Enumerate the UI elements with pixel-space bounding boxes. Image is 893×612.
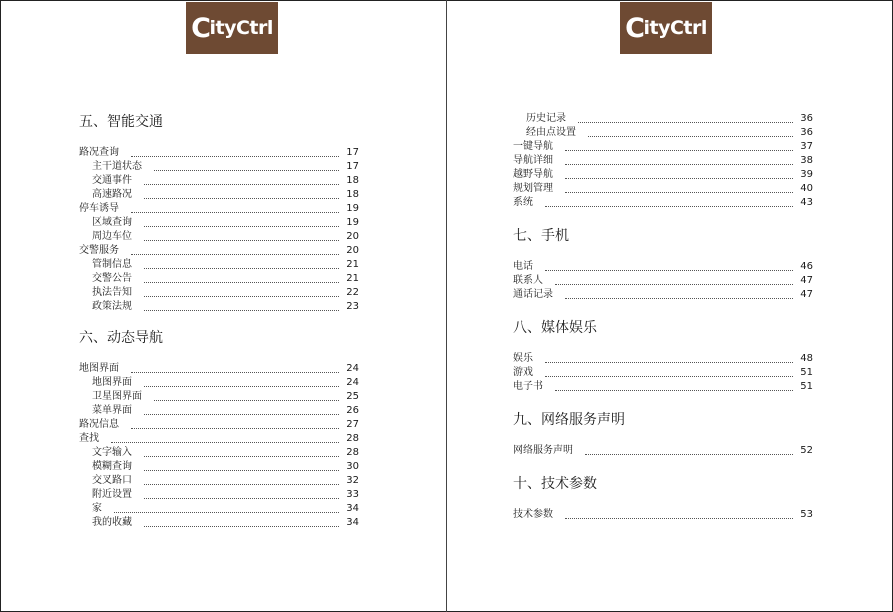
toc-entry-label: 路况查询: [79, 147, 119, 158]
toc-entry[interactable]: [79, 230, 359, 244]
toc-entry[interactable]: [79, 160, 359, 174]
toc-entry-page: 25: [346, 391, 359, 402]
toc-entry-page: 18: [346, 189, 359, 200]
toc-entry[interactable]: [79, 146, 359, 160]
toc-entry-label: 模糊查询: [92, 461, 132, 472]
toc-entry-label: 附近设置: [92, 489, 132, 500]
dot-leader: [144, 414, 339, 415]
toc-entry[interactable]: [79, 244, 359, 258]
toc-entry-label: 越野导航: [513, 169, 553, 180]
dot-leader: [144, 184, 339, 185]
toc-entry-page: 17: [346, 161, 359, 172]
toc-entry[interactable]: [513, 508, 813, 522]
toc-entry[interactable]: [513, 112, 813, 126]
spacer: [79, 314, 359, 328]
toc-entry-page: 53: [800, 509, 813, 520]
dot-leader: [131, 212, 339, 213]
toc-entry-label: 高速路况: [92, 189, 132, 200]
dot-leader: [114, 512, 339, 513]
toc-entry-label: 地图界面: [92, 377, 132, 388]
cityctrl-logo-left: [186, 2, 278, 54]
toc-entry-page: 47: [800, 275, 813, 286]
toc-entry-label: 执法告知: [92, 287, 132, 298]
spacer: [79, 132, 359, 146]
toc-entry-page: 21: [346, 259, 359, 270]
spacer: [513, 210, 813, 226]
dot-leader: [144, 226, 339, 227]
toc-entry-label: 通话记录: [513, 289, 553, 300]
toc-entry[interactable]: [79, 488, 359, 502]
toc-entry[interactable]: [513, 366, 813, 380]
toc-entry[interactable]: [79, 390, 359, 404]
toc-entry-label: 路况信息: [79, 419, 119, 430]
toc-entry-label: 停车诱导: [79, 203, 119, 214]
toc-entry-page: 52: [800, 445, 813, 456]
toc-entry-page: 24: [346, 363, 359, 374]
toc-entry[interactable]: [79, 362, 359, 376]
dot-leader: [131, 372, 339, 373]
toc-entry[interactable]: [513, 168, 813, 182]
toc-entry[interactable]: [513, 140, 813, 154]
toc-entry[interactable]: [79, 460, 359, 474]
dot-leader: [555, 284, 793, 285]
toc-entry-label: 一键导航: [513, 141, 553, 152]
dot-leader: [545, 376, 793, 377]
cityctrl-logo-right: [620, 2, 712, 54]
toc-entry[interactable]: [79, 474, 359, 488]
toc-entry[interactable]: [513, 380, 813, 394]
toc-entry-page: 24: [346, 377, 359, 388]
toc-entry[interactable]: [79, 376, 359, 390]
spacer: [513, 246, 813, 260]
toc-entry[interactable]: [79, 216, 359, 230]
section-heading: 七、手机: [513, 228, 569, 244]
toc-entry[interactable]: [79, 516, 359, 530]
toc-entry-page: 36: [800, 113, 813, 124]
toc-entry-page: 19: [346, 217, 359, 228]
toc-entry-label: 卫星图界面: [92, 391, 142, 402]
toc-entry-page: 30: [346, 461, 359, 472]
toc-entry-label: 地图界面: [79, 363, 119, 374]
toc-entry-label: 文字输入: [92, 447, 132, 458]
toc-entry-page: 28: [346, 447, 359, 458]
toc-entry-label: 政策法规: [92, 301, 132, 312]
toc-entry-label: 电子书: [513, 381, 543, 392]
dot-leader: [585, 454, 793, 455]
spacer: [513, 430, 813, 444]
dot-leader: [131, 156, 339, 157]
toc-entry[interactable]: [513, 352, 813, 366]
spacer: [513, 458, 813, 474]
dot-leader: [545, 362, 793, 363]
toc-entry[interactable]: [79, 174, 359, 188]
dot-leader: [144, 526, 339, 527]
toc-entry-page: 18: [346, 175, 359, 186]
toc-entry[interactable]: [79, 502, 359, 516]
dot-leader: [144, 456, 339, 457]
dot-leader: [144, 498, 339, 499]
section-heading: 十、技术参数: [513, 476, 597, 492]
dot-leader: [154, 170, 339, 171]
toc-entry-label: 交叉路口: [92, 475, 132, 486]
toc-entry[interactable]: [513, 260, 813, 274]
toc-entry-label: 系统: [513, 197, 533, 208]
toc-entry[interactable]: [513, 126, 813, 140]
toc-entry-page: 48: [800, 353, 813, 364]
toc-entry-page: 43: [800, 197, 813, 208]
toc-entry-page: 40: [800, 183, 813, 194]
toc-entry-label: 主干道状态: [92, 161, 142, 172]
toc-entry-label: 娱乐: [513, 353, 533, 364]
toc-entry-label: 历史记录: [526, 113, 566, 124]
toc-entry[interactable]: [79, 202, 359, 216]
toc-entry[interactable]: [79, 272, 359, 286]
dot-leader: [565, 518, 793, 519]
toc-entry-page: 20: [346, 245, 359, 256]
logo-text: ityCtrl: [643, 17, 707, 39]
toc-entry-page: 17: [346, 147, 359, 158]
toc-entry-page: 23: [346, 301, 359, 312]
section-heading: 八、媒体娱乐: [513, 320, 597, 336]
dot-leader: [578, 122, 793, 123]
dot-leader: [565, 192, 793, 193]
toc-entry[interactable]: [79, 258, 359, 272]
dot-leader: [144, 470, 339, 471]
toc-entry-page: 26: [346, 405, 359, 416]
spacer: [79, 348, 359, 362]
toc-entry-label: 家: [92, 503, 102, 514]
toc-entry-page: 47: [800, 289, 813, 300]
dot-leader: [144, 296, 339, 297]
dot-leader: [565, 164, 793, 165]
toc-entry-label: 规划管理: [513, 183, 553, 194]
toc-entry-page: 22: [346, 287, 359, 298]
page-spine: [446, 0, 447, 612]
toc-entry-page: 39: [800, 169, 813, 180]
dot-leader: [555, 390, 793, 391]
dot-leader: [131, 254, 339, 255]
logo-text: ityCtrl: [209, 17, 273, 39]
toc-entry-page: 33: [346, 489, 359, 500]
toc-entry-page: 19: [346, 203, 359, 214]
spacer: [513, 338, 813, 352]
dot-leader: [111, 442, 339, 443]
toc-right-page: [513, 112, 813, 522]
dot-leader: [144, 282, 339, 283]
toc-entry-page: 51: [800, 367, 813, 378]
toc-entry-page: 36: [800, 127, 813, 138]
toc-entry-label: 查找: [79, 433, 99, 444]
toc-entry[interactable]: [513, 196, 813, 210]
toc-entry-label: 管制信息: [92, 259, 132, 270]
toc-entry-page: 34: [346, 503, 359, 514]
toc-entry[interactable]: [79, 446, 359, 460]
dot-leader: [545, 206, 793, 207]
logo-letter-c: C: [191, 12, 211, 44]
toc-entry[interactable]: [79, 286, 359, 300]
toc-entry[interactable]: [513, 288, 813, 302]
toc-entry[interactable]: [79, 432, 359, 446]
toc-entry[interactable]: [513, 154, 813, 168]
section-heading: 五、智能交通: [79, 114, 163, 130]
toc-entry-page: 21: [346, 273, 359, 284]
toc-entry-page: 38: [800, 155, 813, 166]
spacer: [513, 302, 813, 318]
toc-entry-page: 46: [800, 261, 813, 272]
dot-leader: [144, 310, 339, 311]
toc-entry-label: 网络服务声明: [513, 445, 573, 456]
dot-leader: [154, 400, 339, 401]
dot-leader: [565, 150, 793, 151]
toc-entry-page: 51: [800, 381, 813, 392]
toc-left-page: [79, 112, 359, 530]
toc-entry[interactable]: [79, 404, 359, 418]
dot-leader: [545, 270, 793, 271]
toc-entry[interactable]: [79, 188, 359, 202]
toc-entry-label: 经由点设置: [526, 127, 576, 138]
toc-entry-label: 我的收藏: [92, 517, 132, 528]
section-heading: 九、网络服务声明: [513, 412, 625, 428]
toc-entry[interactable]: [513, 444, 813, 458]
section-heading: 六、动态导航: [79, 330, 163, 346]
toc-entry-label: 技术参数: [513, 509, 553, 520]
dot-leader: [565, 178, 793, 179]
logo-letter-c: C: [625, 12, 645, 44]
dot-leader: [565, 298, 793, 299]
toc-entry-label: 联系人: [513, 275, 543, 286]
dot-leader: [144, 386, 339, 387]
toc-entry[interactable]: [513, 274, 813, 288]
toc-entry-page: 32: [346, 475, 359, 486]
toc-entry-label: 菜单界面: [92, 405, 132, 416]
dot-leader: [144, 268, 339, 269]
toc-entry-page: 27: [346, 419, 359, 430]
toc-entry-page: 20: [346, 231, 359, 242]
toc-entry-page: 34: [346, 517, 359, 528]
spacer: [513, 394, 813, 410]
toc-entry-label: 交警公告: [92, 273, 132, 284]
toc-entry-label: 交通事件: [92, 175, 132, 186]
dot-leader: [588, 136, 793, 137]
dot-leader: [144, 198, 339, 199]
toc-entry-label: 导航详细: [513, 155, 553, 166]
toc-entry[interactable]: [79, 418, 359, 432]
toc-entry-label: 交警服务: [79, 245, 119, 256]
spacer: [513, 494, 813, 508]
toc-entry-label: 周边车位: [92, 231, 132, 242]
toc-entry-label: 游戏: [513, 367, 533, 378]
toc-entry-label: 区域查询: [92, 217, 132, 228]
dot-leader: [144, 240, 339, 241]
toc-entry[interactable]: [513, 182, 813, 196]
dot-leader: [131, 428, 339, 429]
toc-entry[interactable]: [79, 300, 359, 314]
toc-entry-label: 电话: [513, 261, 533, 272]
toc-entry-page: 37: [800, 141, 813, 152]
toc-entry-page: 28: [346, 433, 359, 444]
dot-leader: [144, 484, 339, 485]
